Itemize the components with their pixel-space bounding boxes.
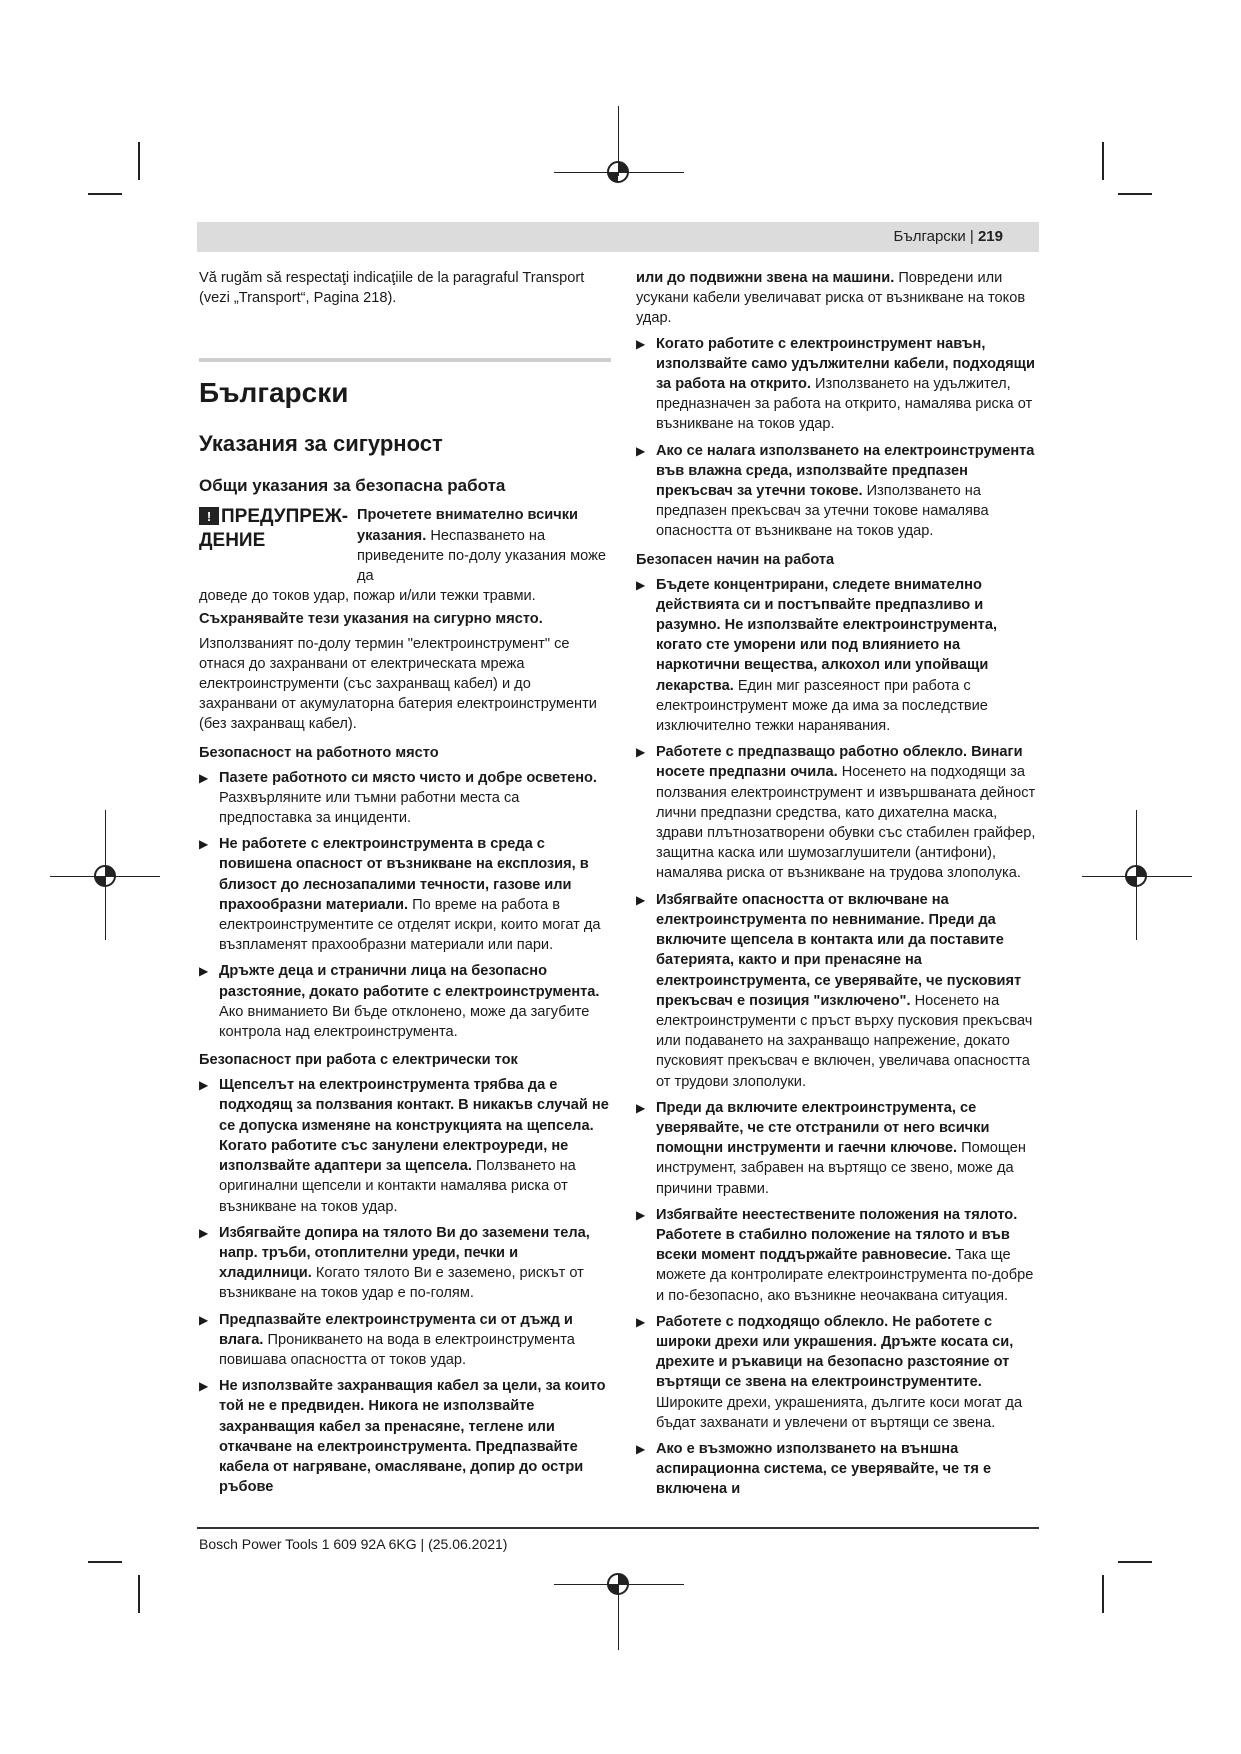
list-item: ▶ Бъдете концентрирани, следете внимателно действията си и постъпвайте предпазливо и разумно. Не използвайте електроинструмента, когато сте уморени или под влиянието на наркотични вещества, алкохол или упойващи лекарства. Един миг разсеяност при работа с електроинструмент може да има за последствие изключително тежки наранявания.	[636, 576, 998, 735]
bullet-icon: ▶	[199, 1379, 209, 1394]
list-item: ▶ Избягвайте опасността от включване на електроинструмента по невнимание. Преди да включите щепсела в контакта или да поставите батерията, както и при пренасяне на електроинструмента, се уверявайте, че пусковият прекъсвач е позиция "изключено". Носенето на електроинструменти с пръст върху пусковия прекъсвач или подаването на захранващо напрежение, докато пусковият прекъсвач е включен, увеличава опасността от трудови злополуки.	[636, 891, 1033, 1090]
bullet-icon: ▶	[199, 770, 209, 785]
intro-paragraph: Vă rugăm să respectaţi indicaţiile de la paragraful Transport (vezi „Transport“, Pagina 218).	[199, 270, 585, 307]
bullet-icon: ▶	[199, 964, 209, 979]
list-item: ▶ Работете с предпазващо работно облекло. Винаги носете предпазни очила. Носенето на подходящи за ползвания електроинструмент и извършваната дейност лични предпазни средства, като дихателна маска, здрави плътнозатворени обувки със стабилен грайфер, защитна каска или шумозаглушители (антифони), намалява риска от възникване на трудова злополука.	[636, 744, 1036, 882]
bullet-icon: ▶	[636, 892, 646, 907]
registration-target-icon	[90, 861, 120, 891]
bullet-icon: ▶	[199, 1312, 209, 1327]
list-item: ▶ Дръжте деца и странични лица на безопасно разстояние, докато работите с електроинструмента. Ако вниманието Ви бъде отклонено, може да загубите контрола над електроинструмента.	[199, 963, 600, 1041]
warning-continuation: доведе до токов удар, пожар и/или тежки травми.	[199, 588, 536, 605]
warning-label: ! ПРЕДУПРЕЖ- ДЕНИЕ	[199, 506, 349, 552]
crop-mark	[1118, 1561, 1152, 1563]
list-item: ▶ Избягвайте допира на тялото Ви до заземени тела, напр. тръби, отоплителни уреди, печки и хладилници. Когато тялото Ви е заземено, рискът от възникване на токов удар е по-голям.	[199, 1224, 590, 1302]
left-column	[199, 268, 611, 1503]
bullet-icon: ▶	[636, 1100, 646, 1115]
bullet-icon: ▶	[199, 1225, 209, 1240]
safe-work-heading: Безопасен начин на работа	[636, 551, 835, 568]
electric-heading: Безопасност при работа с електрически ток	[199, 1052, 518, 1069]
list-item: ▶ Ако е възможно използването на външна аспирационна система, се уверявайте, че тя е включена и	[636, 1440, 992, 1498]
page-footer: Bosch Power Tools 1 609 92A 6KG | (25.06.2021)	[199, 1536, 508, 1552]
bullet-icon: ▶	[636, 336, 646, 351]
registration-target-icon	[1121, 861, 1151, 891]
bullet-icon: ▶	[199, 837, 209, 852]
crop-mark	[138, 1575, 140, 1613]
language-title: Български	[199, 377, 349, 409]
crop-mark	[88, 1561, 122, 1563]
warning-text: Прочетете внимателно всички указания. Неспазването на приведените по-долу указания може да	[357, 507, 606, 585]
safety-section-title: Указания за сигурност	[199, 431, 443, 457]
list-item: ▶ Не използвайте захранващия кабел за цели, за които той не е предвиден. Никога не използвайте захранващия кабел за пренасяне, теглене или откачване на електроинструмента. Предпазвайте кабела от нагряване, омасляване, допир до остри ръбове	[199, 1378, 606, 1496]
page-number: 219	[977, 228, 1003, 245]
bullet-icon: ▶	[636, 577, 646, 592]
list-item: ▶ Пазете работното си място чисто и добре осветено. Разхвърляните или тъмни работни места са предпоставка за инциденти.	[199, 769, 597, 827]
workplace-heading: Безопасност на работното място	[199, 744, 439, 761]
list-item: ▶ Предпазвайте електроинструмента си от дъжд и влага. Проникването на вода в електроинструмента повишава опасността от токов удар.	[199, 1311, 575, 1368]
keep-instructions: Съхранявайте тези указания на сигурно място.	[199, 611, 543, 628]
warning-block	[199, 505, 611, 586]
bullet-icon: ▶	[199, 1078, 209, 1093]
list-item: ▶ Работете с подходящо облекло. Не работете с широки дрехи или украшения. Дръжте косата си, дрехите и ръкавици на безопасно разстояние от въртящи се звена на електроинструментите. Широките дрехи, украшенията, дългите коси могат да бъдат захванати и увлечени от въртящи се звена.	[636, 1313, 1023, 1431]
general-safety-subtitle: Общи указания за безопасна работа	[199, 476, 506, 496]
bullet-icon: ▶	[636, 1314, 646, 1329]
right-column	[636, 268, 1042, 1506]
registration-target-icon	[603, 1569, 633, 1599]
section-divider	[199, 358, 611, 362]
crop-mark	[1118, 193, 1152, 195]
footer-rule	[197, 1527, 1039, 1529]
list-item: ▶ Ако се налага използването на електроинструмента във влажна среда, използвайте предпазен прекъсвач за утечни токове. Използването на предпазен прекъсвач за утечни токове намалява опасността от възникване на токов удар.	[636, 442, 1035, 540]
bullet-icon: ▶	[636, 745, 646, 760]
page-header	[197, 222, 1039, 252]
list-item: ▶ Избягвайте неестествените положения на тялото. Работете в стабилно положение на тялото и във всеки момент поддържайте равновесие. Така ще можете да контролирате електроинструмента по-добре и по-безопасно, ако възникне неочаквана ситуация.	[636, 1206, 1034, 1304]
bullet-icon: ▶	[636, 443, 646, 458]
crop-mark	[1102, 1575, 1104, 1613]
warning-icon: !	[199, 507, 219, 525]
crop-mark	[1102, 142, 1104, 180]
definition-paragraph: Използваният по-долу термин "електроинструмент" се отнася до захранвани от електрическата мрежа електроинструменти (със захранващ кабел) и до захранвани от акумулаторна батерия електроинструменти (без захранващ кабел).	[199, 635, 597, 733]
list-item: ▶ Преди да включите електроинструмента, се уверявайте, че сте отстранили от него всички помощни инструменти и гаечни ключове. Помощен инструмент, забравен на въртящо се звено, може да причини травми.	[636, 1099, 1026, 1197]
crop-mark	[88, 193, 122, 195]
header-language: Български	[893, 228, 966, 245]
list-item: ▶ Щепселът на електроинструмента трябва да е подходящ за ползвания контакт. В никакъв случай не се допуска изменяне на конструкцията на щепсела. Когато работите със занулени електроуреди, не използвайте адаптери за щепсела. Ползването на оригинални щепсели и контакти намалява риска от възникване на токов удар.	[199, 1077, 609, 1215]
registration-target-icon	[603, 157, 633, 187]
list-item: ▶ Когато работите с електроинструмент навън, използвайте само удължителни кабели, подходящи за работа на открито. Използването на удължител, предназначен за работа на открито, намалява риска от възникване на токов удар.	[636, 335, 1035, 433]
list-item: ▶ Не работете с електроинструмента в среда с повишена опасност от възникване на експлозия, в близост до леснозапалими течности, газове или прахообразни материали. По време на работа в електроинструментите се отделят искри, които могат да възпламенят прахообразни материали или пари.	[199, 836, 601, 954]
header-label: Български | 219	[893, 228, 1003, 245]
crop-mark	[138, 142, 140, 180]
bullet-icon: ▶	[636, 1441, 646, 1456]
bullet-icon: ▶	[636, 1207, 646, 1222]
continued-paragraph: или до подвижни звена на машини. Повредени или усукани кабели увеличават риска от възникване на токов удар.	[636, 270, 1026, 327]
